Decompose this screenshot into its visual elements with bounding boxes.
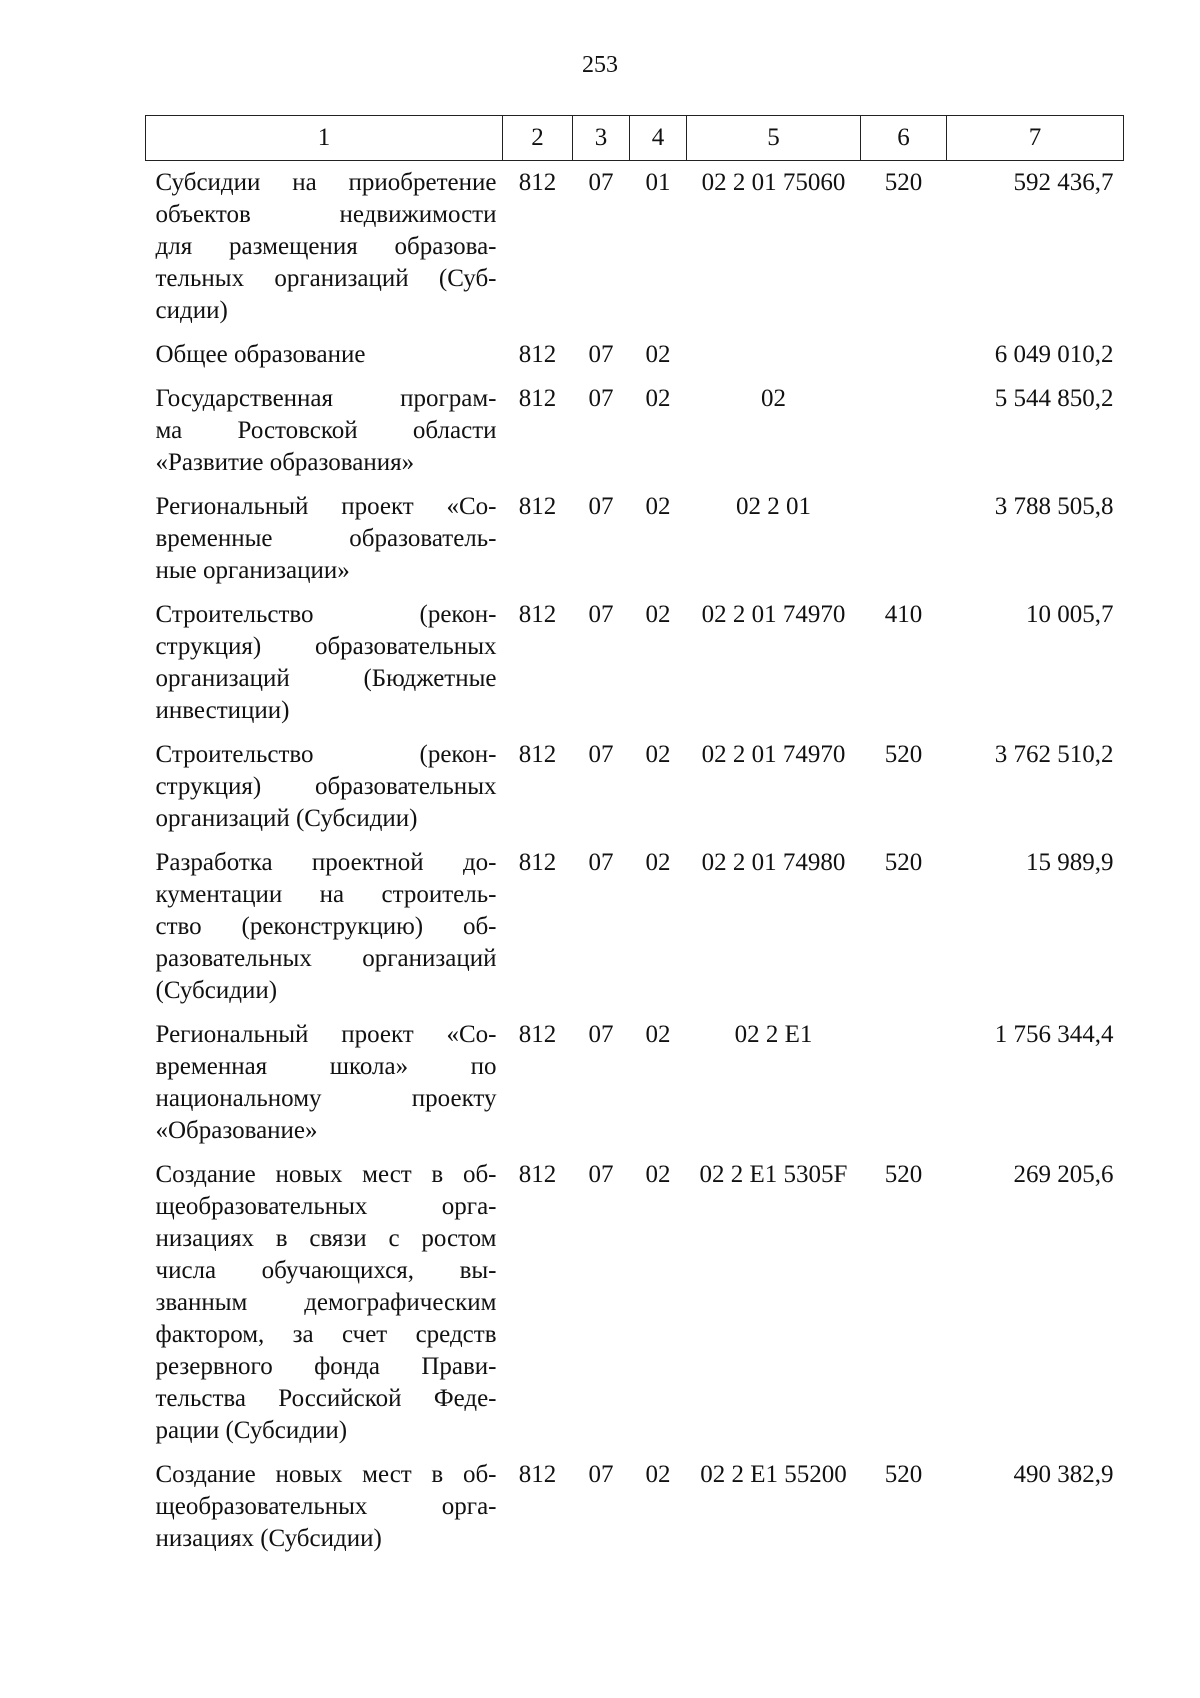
- row-description: [146, 339, 503, 383]
- description-line: фактором, за счет средств: [155, 1321, 497, 1348]
- row-description: [146, 599, 503, 739]
- expense-type-code: 410: [884, 601, 923, 628]
- description-line: организаций (Бюджетные: [155, 665, 497, 692]
- header-col-3: 3: [573, 116, 630, 161]
- row-description: [146, 383, 503, 491]
- description-line: ство (реконструкцию) об-: [155, 913, 497, 940]
- description-line: числа обучающихся, вы-: [155, 1257, 497, 1284]
- description-line: Общее образование: [155, 341, 366, 368]
- subsection-code: 02: [645, 1161, 671, 1188]
- expense-type-code: 520: [884, 1461, 923, 1488]
- amount: 269 205,6: [1013, 1161, 1114, 1188]
- header-col-1: 1: [146, 116, 503, 161]
- row-description: [146, 1459, 503, 1567]
- amount: 1 756 344,4: [994, 1021, 1114, 1048]
- section-code: 07: [588, 385, 614, 412]
- row-description: [146, 847, 503, 1019]
- description-line: Региональный проект «Со-: [155, 493, 497, 520]
- description-line: объектов недвижимости: [155, 201, 497, 228]
- target-item-code: 02 2 E1 5305F: [699, 1161, 848, 1188]
- ministry-code: 812: [518, 849, 557, 876]
- expense-type-code: 520: [884, 1161, 923, 1188]
- description-line: организаций (Субсидии): [155, 805, 418, 832]
- table-row: [146, 491, 1124, 599]
- section-code: 07: [588, 1161, 614, 1188]
- description-line: «Образование»: [155, 1117, 318, 1144]
- amount: 592 436,7: [1013, 169, 1114, 196]
- ministry-code: 812: [518, 341, 557, 368]
- table-row: [146, 161, 1124, 340]
- description-line: струкция) образовательных: [155, 633, 497, 660]
- header-col-2: 2: [503, 116, 573, 161]
- table-row: [146, 1459, 1124, 1567]
- description-line: инвестиции): [155, 697, 290, 724]
- description-line: резервного фонда Прави-: [155, 1353, 497, 1380]
- description-line: Создание новых мест в об-: [155, 1161, 497, 1188]
- page-number: 253: [582, 52, 618, 78]
- row-description: [146, 1019, 503, 1159]
- target-item-code: 02 2 E1: [734, 1021, 813, 1048]
- description-line: разовательных организаций: [155, 945, 497, 972]
- amount: 15 989,9: [1026, 849, 1114, 876]
- target-item-code: 02 2 01 74980: [701, 849, 846, 876]
- subsection-code: 02: [645, 849, 671, 876]
- target-item-code: 02 2 01: [736, 493, 811, 520]
- row-description: [146, 491, 503, 599]
- header-row: [146, 116, 1124, 161]
- description-line: временные образователь-: [155, 525, 497, 552]
- description-line: низациях в связи с ростом: [155, 1225, 497, 1252]
- target-item-code: 02: [761, 385, 786, 412]
- section-code: 07: [588, 169, 614, 196]
- table-row: [146, 599, 1124, 739]
- header-col-7: 7: [947, 116, 1124, 161]
- table-row: [146, 1019, 1124, 1159]
- description-line: рации (Субсидии): [155, 1417, 348, 1444]
- subsection-code: 02: [645, 493, 671, 520]
- header-col-4: 4: [630, 116, 687, 161]
- row-description: [146, 161, 503, 340]
- table-body: [146, 161, 1124, 1568]
- description-line: тельных организаций (Суб-: [155, 265, 497, 292]
- expense-type-code: [861, 339, 947, 383]
- description-line: «Развитие образования»: [155, 449, 415, 476]
- ministry-code: 812: [518, 169, 557, 196]
- ministry-code: 812: [518, 385, 557, 412]
- description-line: Строительство (рекон-: [155, 741, 497, 768]
- subsection-code: 02: [645, 385, 671, 412]
- section-code: 07: [588, 493, 614, 520]
- description-line: ма Ростовской области: [155, 417, 497, 444]
- subsection-code: 02: [645, 741, 671, 768]
- expense-type-code: 520: [884, 741, 923, 768]
- amount: 10 005,7: [1026, 601, 1114, 628]
- target-item-code: 02 2 01 75060: [701, 169, 846, 196]
- ministry-code: 812: [518, 1161, 557, 1188]
- target-item-code: 02 2 01 74970: [701, 741, 846, 768]
- description-line: (Субсидии): [155, 977, 278, 1004]
- description-line: для размещения образова-: [155, 233, 497, 260]
- table-header: [146, 116, 1124, 161]
- amount: 6 049 010,2: [994, 341, 1114, 368]
- row-description: [146, 739, 503, 847]
- description-line: струкция) образовательных: [155, 773, 497, 800]
- target-item-code: 02 2 01 74970: [701, 601, 846, 628]
- budget-table: [145, 115, 1124, 1567]
- expense-type-code: 520: [884, 849, 923, 876]
- target-item-code: [687, 339, 861, 383]
- expense-type-code: [861, 491, 947, 599]
- description-line: щеобразовательных орга-: [155, 1193, 497, 1220]
- description-line: Государственная програм-: [155, 385, 497, 412]
- description-line: временная школа» по: [155, 1053, 497, 1080]
- description-line: сидии): [155, 297, 228, 324]
- description-line: Субсидии на приобретение: [155, 169, 497, 196]
- header-col-6: 6: [861, 116, 947, 161]
- ministry-code: 812: [518, 1021, 557, 1048]
- subsection-code: 02: [645, 1021, 671, 1048]
- ministry-code: 812: [518, 493, 557, 520]
- header-col-5: 5: [687, 116, 861, 161]
- description-line: тельства Российской Феде-: [155, 1385, 497, 1412]
- ministry-code: 812: [518, 601, 557, 628]
- ministry-code: 812: [518, 1461, 557, 1488]
- amount: 3 788 505,8: [994, 493, 1114, 520]
- expense-type-code: [861, 383, 947, 491]
- subsection-code: 02: [645, 601, 671, 628]
- description-line: Разработка проектной до-: [155, 849, 497, 876]
- table-row: [146, 739, 1124, 847]
- table-row: [146, 847, 1124, 1019]
- table-row: [146, 1159, 1124, 1459]
- subsection-code: 02: [645, 341, 671, 368]
- section-code: 07: [588, 601, 614, 628]
- ministry-code: 812: [518, 741, 557, 768]
- subsection-code: 02: [645, 1461, 671, 1488]
- amount: 3 762 510,2: [994, 741, 1114, 768]
- description-line: национальному проекту: [155, 1085, 497, 1112]
- amount: 490 382,9: [1013, 1461, 1114, 1488]
- target-item-code: 02 2 E1 55200: [700, 1461, 847, 1488]
- section-code: 07: [588, 1461, 614, 1488]
- description-line: низациях (Субсидии): [155, 1525, 382, 1552]
- section-code: 07: [588, 1021, 614, 1048]
- table-row: [146, 383, 1124, 491]
- description-line: ные организации»: [155, 557, 350, 584]
- description-line: Региональный проект «Со-: [155, 1021, 497, 1048]
- amount: 5 544 850,2: [994, 385, 1114, 412]
- description-line: щеобразовательных орга-: [155, 1493, 497, 1520]
- table-row: [146, 339, 1124, 383]
- subsection-code: 01: [645, 169, 671, 196]
- description-line: званным демографическим: [155, 1289, 497, 1316]
- expense-type-code: 520: [884, 169, 923, 196]
- row-description: [146, 1159, 503, 1459]
- description-line: Создание новых мест в об-: [155, 1461, 497, 1488]
- section-code: 07: [588, 849, 614, 876]
- expense-type-code: [861, 1019, 947, 1159]
- section-code: 07: [588, 341, 614, 368]
- description-line: Строительство (рекон-: [155, 601, 497, 628]
- description-line: кументации на строитель-: [155, 881, 497, 908]
- section-code: 07: [588, 741, 614, 768]
